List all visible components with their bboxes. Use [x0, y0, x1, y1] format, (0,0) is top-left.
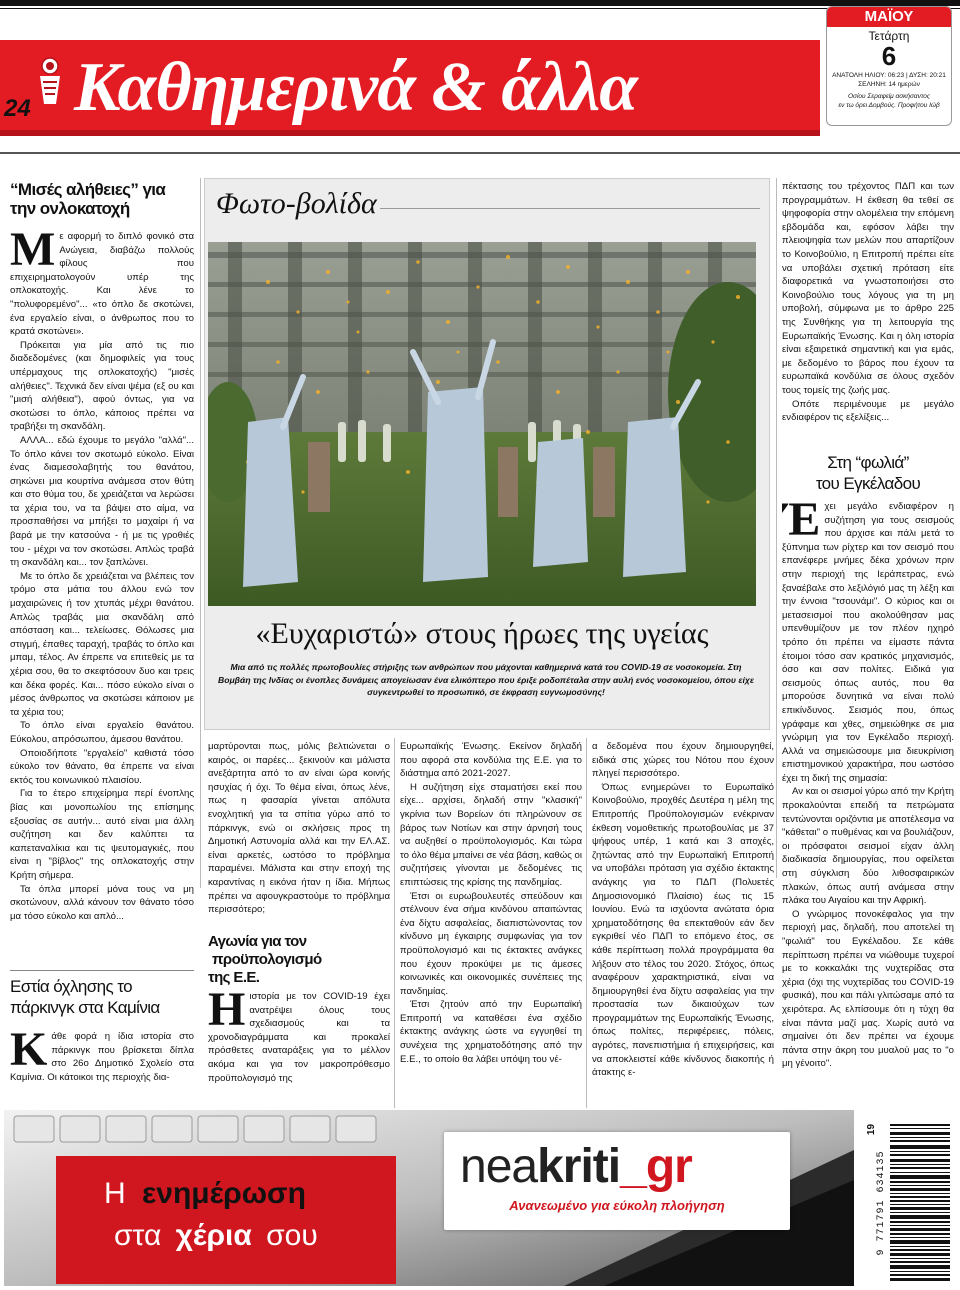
barcode: [862, 1120, 954, 1288]
drop-cap: Μ: [10, 230, 56, 276]
mid-col1-body: Η ιστορία με τον COVID-19 έχει ανατρέψει όλους τους σχεδιασμούς και τα χρονοδιαγράμματα και προκαλεί πρόσθετες αναταράξεις για το μέλλον ακόμα και για τον μακροπρόθεσμο προϋπολογισμό της: [208, 990, 390, 1084]
ad-slogan-line2: στα χέρια σου: [114, 1219, 318, 1252]
page-number: 24: [4, 95, 31, 122]
mid-col1-top: μαρτύρονται πως, μόλις βελτιώνεται ο καιρός, οι παρέες... ξεκινούν και μάλιστα ανεξάρτητα από το αν είναι ώρα κοινής ησυχίας ή όχι. Το θέμα είναι, όπως λένε, πως η φασαρία γίνεται απόλυτα ενοχλητική για τα σπίτια γύρω από το πάρκινγκ, ενώ οι σκλήσεις προς τη Δημοτική Αστυνομία αλλά και την ΕΛ.ΑΣ. είναι αρκετές, ωστόσο το πρόβλημα παραμένει. Μάλιστα και στην εποχή της καραντίνας η εικόνα ήταν η ίδια. Μήπως πρέπει να αφουγκραστούμε το πρόβλημα περισσότερο;: [208, 741, 390, 916]
calendar-saints-2: εν τω όρει Δομβούς. Προφήτου Ιώβ: [838, 102, 940, 109]
ad-logo: neakriti_gr: [460, 1140, 692, 1193]
left-article-title: “Μισές αλήθειες” για την ονλοκατοχή: [10, 180, 166, 218]
left-article2-title: Εστία όχλησης το πάρκινγκ στα Καμίνια: [10, 977, 160, 1017]
calendar-day: 6: [881, 41, 897, 71]
right-col-top: πέκτασης του τρέχοντος ΠΔΠ και των προγραμμάτων. Η έκθεση θα τεθεί σε ψηφοφορία στην ολομέλεια την επόμενη εβδομάδα και, εφόσον λάβει την πλειοψηφία των μελών που απαρτίζουν το Κοινοβούλιο, η Επιτροπή πρέπει είτε να υποβάλει σχετική πρόταση είτε διαφορετικά να γνωστοποιήσει στο Κοινοβούλιο τους λόγους για τη μη υποβολή, σύμφωνα με το άρθρο 225 της Συνθήκης για τη λειτουργία της Ευρωπαϊκής Ένωσης. Και η όλη ιστορία είναι εξαιρετικά σημαντική και για εμάς, με δεδομένο το βάρος που έχουν τα ευρωπαϊκά κονδύλια σε όλους σχεδόν τους τομείς της ζωής μας. Οπότε περιμένουμε με μεγάλο ενδιαφέρον τις εξελίξεις...: [782, 181, 954, 424]
calendar-month: ΜΑΪΟΥ: [827, 7, 951, 27]
left-article-body: Μ ε αφορμή το διπλό φονικό στα Ανώγεια, διαβάζω πολλούς φίλους που επιχειρηματολογούν υπέρ της οπλοκατοχής. Και λένε το "πολυφορεμένο"... «το όπλο δε σκοτώνει, ένα εργαλείο είναι, ο άνθρωπος που το κρατά σκοτώνει». Πρόκειται για μία από τις πιο διαδεδομένες (και δημοφιλείς για τους υπέρμαχους της οπλοκατοχής) "μισές αλήθειες". Τεχνικά δεν είναι ψέμα (εξ ου και "μισή αλήθεια"), αφού όντως, για να σκοτώσει το όπλο, κάποιος πρέπει να τραβήξει τη σκανδάλη. ΑΛΛΑ... εδώ έχουμε το μεγάλο "αλλά"... Το όπλο κάνει τον σκοτωμό εύκολο. Είναι ένας διαμεσολαβητής του θανάτου, σηκώνει μια κουρτίνα ανάμεσα στον θύτη και στο θύμα του, δε χρειάζεται να λερώσει τα χέρια του, να τα βάψει στο αίμα, να προσπαθήσει να μπήξει το μαχαίρι ή να βαρά με την κατσούνα - ή με τις γροθιές του - μέχρι να τον σκοτώσει. Απλώς τραβά τη σκανδάλη και... τον ξαπλώνει. Με το όπλο δε χρειάζεται να βλέπεις τον τρόμο στα μάτια του άλλου ενώ τον μαχαιρώνεις ή τον χτυπάς μέχρι θανάτου. Απλώς τραβάς μια σκανδάλη από απόσταση και... τελείωσες. Θόλωσες μια στιγμή, έπαθες ταραχή, τραβάς το όπλο και μπαμ, τέλος. Αν έπρεπε να επιτεθείς με τα χέρια σου, θα το σκεφτόσουν δυο και τρεις και δέκα φορές. Και... πόσο εύκολο είναι ο μέσος άνθρωπος να σκοτώσει κάποιον με τα χέρια του; Το όπλο είναι εργαλείο θανάτου. Εύκολου, απρόσωπου, άμεσου θανάτου. Οποιοδήποτε "εργαλείο" καθιστά τόσο εύκολο τον θάνατο, θα έπρεπε να είναι εκτός του κοινωνικού πλαισίου. Για το έτερο επιχείρημα περί ένοπλης βίας και μονοπωλίου της επίσημης εξουσίας σε αυτήν... αυτό είναι μια άλλη συζήτηση και δεν καλύπτει τα καπεταναλίκια και τις ψευτομαγκιές, που είναι η "βίβλος" της οπλοκατοχής στην Κρήτη σήμερα. Τα όπλα μπορεί μόνα τους να μη σκοτώνουν, αλλά κάνουν τον θάνατο τόσο μα τόσο εύκολο και απλό...: [10, 230, 194, 922]
calendar-saints-1: Οσίου Σεραφείμ ασκήσαντος: [848, 93, 930, 100]
mid-col3-body: α δεδομένα που έχουν δημιουργηθεί, ειδικά στις χώρες του Νότου που έχουν πληγεί περισσότερο. Όπως ενημερώνει το Ευρωπαϊκό Κοινοβούλιο, προχθές Δευτέρα η μέλη της Επιτροπής Προϋπολογισμών ενέκριναν έκθεση νομοθετικής πρωτοβουλίας με 37 ψήφους υπέρ, 1 κατά και 3 αποχές, ζητώντας από την Ευρωπαϊκή Επιτροπή να υποβάλει πρόταση για σχέδιο έκτακτης ανάγκης για το ΠΔΠ (Πολυετές Δημοσιονομικό Πλαίσιο) έως τις 15 Ιουνίου. Ενώ τα ισχύοντα ανώτατα όρια χρηματοδότησης θα επεκταθούν εάν δεν εγκριθεί νέο ΠΔΠ το επόμενο έτος, σε κάθε περίπτωση πολλά προγράμματα θα λήξουν στο τέλος του 2020. Στόχος, όπως αναφέρουν χαρακτηριστικά, είναι να δημιουργηθεί ένα δίχτυ ασφαλείας για την προστασία των δικαιούχων των προγραμμάτων της Ευρωπαϊκής Ένωσης, όπως πολίτες, περιφέρειες, πόλεις, αγρότες, πανεπιστήμια ή επιχειρήσεις, και να αποκλειστεί κάθε κίνδυνος διακοπής ή άτακτης ε-: [592, 741, 774, 1079]
hero-photo: [208, 242, 756, 606]
barcode-issue: 19: [866, 1123, 878, 1136]
photo-kicker: Φωτο-βολίδα: [216, 187, 377, 220]
calendar-weekday: Τετάρτη: [868, 29, 910, 43]
ad-slogan-line1: Η ενημέρωση: [104, 1177, 306, 1210]
left-article2-body: Κ άθε φορά η ίδια ιστορία στο πάρκινγκ που βρίσκεται δίπλα στο 26ο Δημοτικό Σχολείο στα Καμίνια. Οι κάτοικοι της περιοχής δια-: [10, 1030, 194, 1083]
section-header-shadow: [0, 130, 820, 136]
calendar-moon: ΣΕΛΗΝΗ: 14 ημερών: [858, 81, 920, 88]
paper-emblem-icon: [34, 56, 66, 106]
date-calendar: [826, 6, 952, 126]
calendar-sun-times: ΑΝΑΤΟΛΗ ΗΛΙΟΥ: 06:23 | ΔΥΣΗ: 20:21: [832, 72, 946, 79]
section-title: Καθημερινά & άλλα: [74, 49, 637, 126]
enceladus-title: Στη “φωλιά” του Εγκέλαδου: [815, 453, 921, 493]
advertisement-banner[interactable]: [4, 1110, 854, 1286]
eu-budget-title: Αγωνία για τον προϋπολογισμό της Ε.Ε.: [208, 933, 322, 986]
ad-tagline: Ανανεωμένο για εύκολη πλοήγηση: [509, 1198, 725, 1213]
barcode-digits: 9 771791 634135: [876, 1150, 887, 1256]
photo-caption: Μια από τις πολλές πρωτοβουλίες στήριξης των ανθρώπων που μάχονται καθημερινά κατά του COVID-19 σε νοσοκομεία. Στη Βομβάη της Ινδίας οι ένοπλες δυνάμεις απογείωσαν ένα ελικόπτερο που έριξε ροδοπέταλα στην αυλή ενός νοσοκομείου, όπου είχε συγκεντρωθεί το προσωπικό, σε έκφραση ευγνωμοσύνης!: [218, 662, 754, 697]
mid-col2-body: Ευρωπαϊκής Ένωσης. Εκείνον δηλαδή που αφορά στα κονδύλια της Ε.Ε. για το διάστημα από 2021-2027. Η συζήτηση είχε σταματήσει εκεί που είχε... αρχίσει, δηλαδή στην "κλασική" γκρίνια των Βορείων ότι πληρώνουν σε βάρος των Νοτίων και στην άρνησή τους να αυξηθεί ο προϋπολογισμός. Και τώρα το όλο θέμα μπαίνει σε νέα βάση, καθώς οι συζητήσεις γίνονται με δεδομένες τις επιπτώσεις της κρίσης της πανδημίας. Έτσι οι ευρωβουλευτές σπεύδουν και στέλνουν ένα σήμα κινδύνου απαιτώντας ένα δίχτυ ασφαλείας, διαπιστώνοντας τον κίνδυνο μη έγκαιρης συμφωνίας για τον προϋπολογισμό και τις έκτακτες ανάγκες που έχουν προκύψει με τις άμεσες κοινωνικές και οικονομικές συνέπειες της πανδημίας. Έτσι ζητούν από την Ευρωπαϊκή Επιτροπή να καταθέσει ένα σχέδιο έκτακτης ανάγκης ώστε να εγγυηθεί τη συνέχεια της χρηματοδότησης από την Ε.Ε., το οποίο θα λάβει υπόψη του νέ-: [400, 741, 582, 1065]
header-bottom-rule: [0, 152, 960, 154]
photo-headline: «Ευχαριστώ» στους ήρωες της υγείας: [255, 617, 709, 650]
right-col-body: Έ χει μεγάλο ενδιαφέρον η συζήτηση για τους σεισμούς που άρχισε και πάλι μετά το ξύπνημα των ρίχτερ και τον σεισμό που επανέφερε μνήμες δέκα χρόνων πριν στην περιοχή της Ιεράπετρας, ενώ ξαναέβαλε στο λεξιλόγιό μας τη λέξη και την έννοια "τσουνάμι". Ο κύριος και οι μετασεισμοί που ακολούθησαν μας υπενθυμίζουν με τον πλέον ηχηρό τρόπο ότι πρέπει να είμαστε πάντα έτοιμοι τόσο σαν κρατικός μηχανισμός, όσο και σαν πολίτες. Ειδικά για σεισμούς όπως αυτός, που θα μπορούσε δυνητικά να είναι πολύ επικίνδυνος. Σεισμός που, όπως γράφαμε και χθες, σημειώθηκε σε μια γνώριμη για τον Εγκέλαδο περιοχή. Αλλά να σημειώσουμε μια διευκρίνιση επιστημονικού χαρακτήρα, που ωστόσο έχει τη δική της σημασία: Αν και οι σεισμοί γύρω από την Κρήτη προκαλούνται επειδή τα πετρώματα τεντώνονται οριζόντια με αποτέλεσμα να "κάθεται" ο πυθμένας και να βουλιάζουν, οι πρόσφατοι σεισμοί είχαν άλλη διαδικασία δημιουργίας, που οφείλεται στη σύγκλιση δύο λιθοσφαιρικών πλακών, όπως αυτή ανάμεσα στην πλάκα του Αιγαίου και την Αφρική. Ο γνώριμος πονοκέφαλος για την περιοχή μας, δηλαδή, που αποτελεί τη "φωλιά" του Εγκέλαδου. Σε κάθε περίπτωση πρέπει να νιώθουμε τυχεροί με το κοκκαλάκι της νυχτερίδας στα χέρια (όχι της νυχτερίδας του COVID-19 φυσικά), που και πάλι γλιτώσαμε από τα χειρότερα. Ας ελπίσουμε ότι η τύχη θα είναι πάντα μαζί μας. Χωρίς αυτό να σημαίνει ότι δεν πρέπει να έχουμε πάντα στην άκρη του μυαλού μας το "ο μη γένοιτο".: [782, 500, 954, 1070]
